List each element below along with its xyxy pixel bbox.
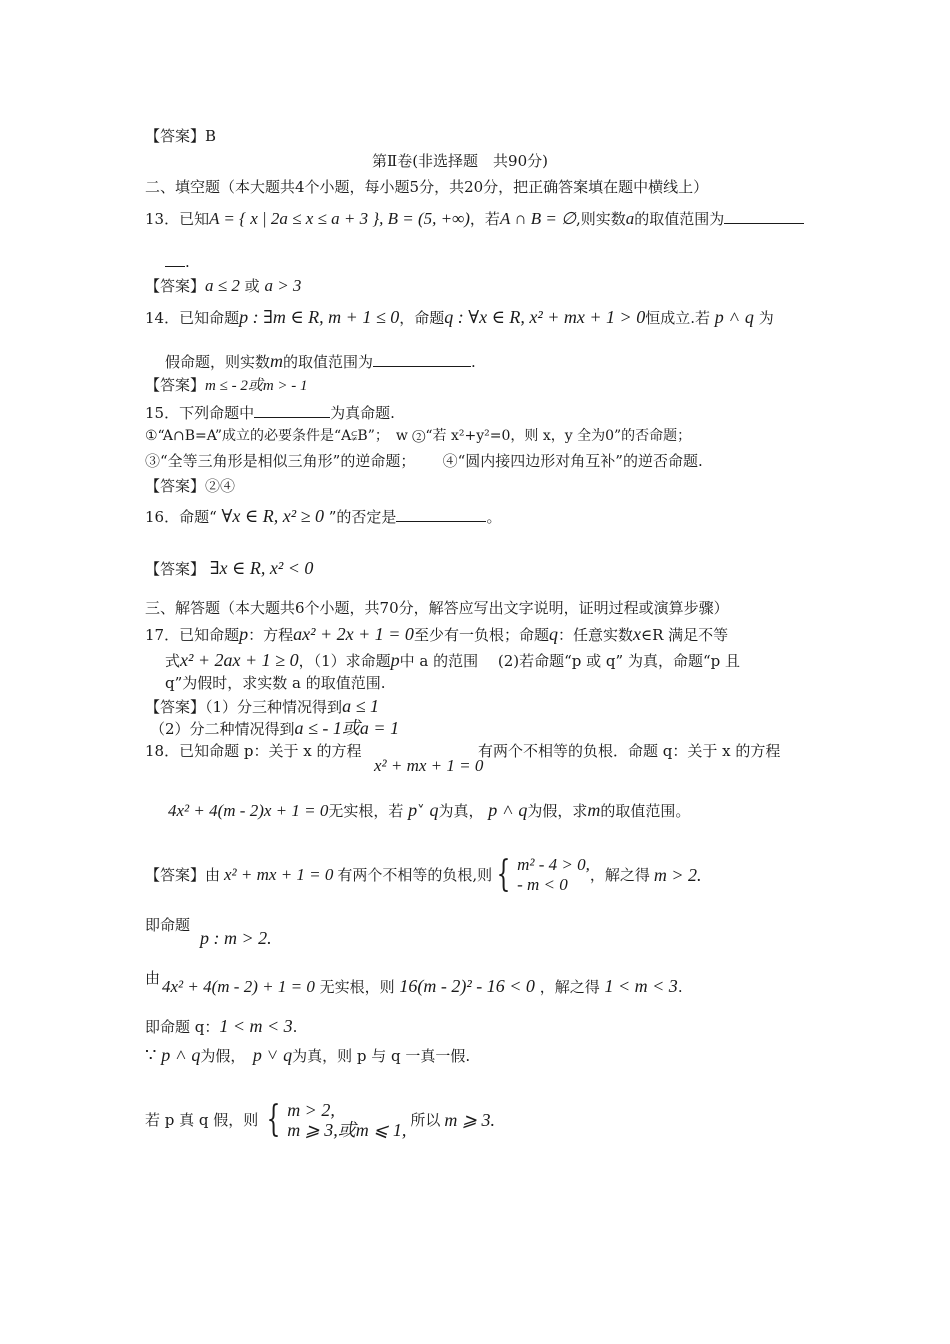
answer-16: 【答案】 ∃x ∈ R, x² < 0	[145, 558, 314, 578]
question-14: 14．已知命题p : ∃m ∈ R, m + 1 ≤ 0，命题q : ∀x ∈ R, x² + mx + 1 > 0恒成立.若 p ˄ q 为	[145, 307, 774, 327]
section-title: 第Ⅱ卷(非选择题 共90分)	[372, 152, 548, 170]
question-17: 17．已知命题p：方程ax² + 2x + 1 = 0至少有一负根；命题q：任意实数x∈R 满足不等	[145, 624, 729, 644]
question-15-opt1: ①“A∩B=A”成立的必要条件是“A⫋B”； w ②“若 x²+y²=0，则 x，y 全为0”的否命题；	[145, 428, 692, 444]
question-13-cont: .	[165, 250, 190, 272]
section-heading-solutions: 三、解答题（本大题共6个小题，共70分，解答应写出文字说明，证明过程或演算步骤）	[145, 599, 729, 617]
answer-17-part1: 【答案】（1）分三种情况得到a ≤ 1	[145, 696, 379, 716]
answer-17-part2: （2）分二种情况得到a ≤ - 1或a = 1	[150, 718, 400, 738]
question-13: 13．已知A = { x | 2a ≤ x ≤ a + 3 }, B = (5, +∞)，若A ∩ B = ∅,则实数a的取值范围为	[145, 207, 804, 229]
answer-18-line5: ∵ p ˄ q为假， p ˅ q为真，则 p 与 q 一真一假.	[145, 1045, 471, 1066]
equation-system: { m² - 4 > 0, - m < 0	[496, 854, 590, 895]
answer-18-line2b: p : m > 2.	[200, 928, 272, 948]
answer-14: 【答案】m ≤ - 2或m > - 1	[145, 376, 308, 394]
answer-blank	[165, 250, 185, 267]
section-heading-fill-in: 二、填空题（本大题共4个小题，每小题5分，共20分，把正确答案填在题中横线上）	[145, 178, 709, 196]
answer-18-line1: 【答案】由 x² + mx + 1 = 0 有两个不相等的负根,则 { m² - 4 > 0, - m < 0 ，解之得 m > 2.	[145, 854, 702, 895]
question-18: 18．已知命题 p：关于 x 的方程	[145, 742, 362, 760]
question-18-line2: 4x² + 4(m - 2)x + 1 = 0无实根，若 p˅ q为真， p ˄ q为假，求m的取值范围。	[168, 800, 691, 820]
answer-13: 【答案】a ≤ 2 或 a > 3	[145, 276, 302, 295]
answer-15: 【答案】②④	[145, 477, 236, 495]
question-16: 16．命题“ ∀x ∈ R, x² ≥ 0 ”的否定是 。	[145, 506, 502, 526]
answer-12: 【答案】B	[145, 127, 217, 145]
answer-18-line3b: 4x² + 4(m - 2) + 1 = 0 无实根，则 16(m - 2)² - 16 < 0 ，解之得 1 < m < 3.	[162, 976, 683, 996]
question-15: 15．下列命题中 为真命题.	[145, 401, 395, 423]
question-18-eq1: x² + mx + 1 = 0	[374, 756, 484, 775]
question-14-cont: 假命题，则实数m的取值范围为 .	[165, 351, 476, 371]
answer-blank	[373, 350, 471, 367]
answer-18-line4: 即命题 q：1 < m < 3.	[145, 1016, 298, 1036]
answer-blank	[724, 207, 804, 224]
question-15-opt2: ③“全等三角形是相似三角形”的逆命题； ④“圆内接四边形对角互补”的逆否命题.	[145, 452, 703, 470]
question-17-cont2: q”为假时，求实数 a 的取值范围.	[165, 674, 386, 692]
question-18-cont: 有两个不相等的负根．命题 q：关于 x 的方程	[478, 742, 781, 760]
answer-blank	[396, 505, 486, 522]
equation-system: { m > 2, m ⩾ 3,或m ⩽ 1,	[266, 1099, 407, 1140]
question-17-cont: 式x² + 2ax + 1 ≥ 0，（1）求命题p中 a 的范围 (2)若命题“p 或 q” 为真，命题“p 且	[165, 650, 740, 670]
answer-18-line3: 由	[145, 969, 161, 987]
answer-blank	[254, 401, 330, 418]
answer-18-line2: 即命题	[145, 916, 191, 934]
answer-18-line6: 若 p 真 q 假，则 { m > 2, m ⩾ 3,或m ⩽ 1, 所以 m ⩾ 3.	[145, 1099, 495, 1140]
